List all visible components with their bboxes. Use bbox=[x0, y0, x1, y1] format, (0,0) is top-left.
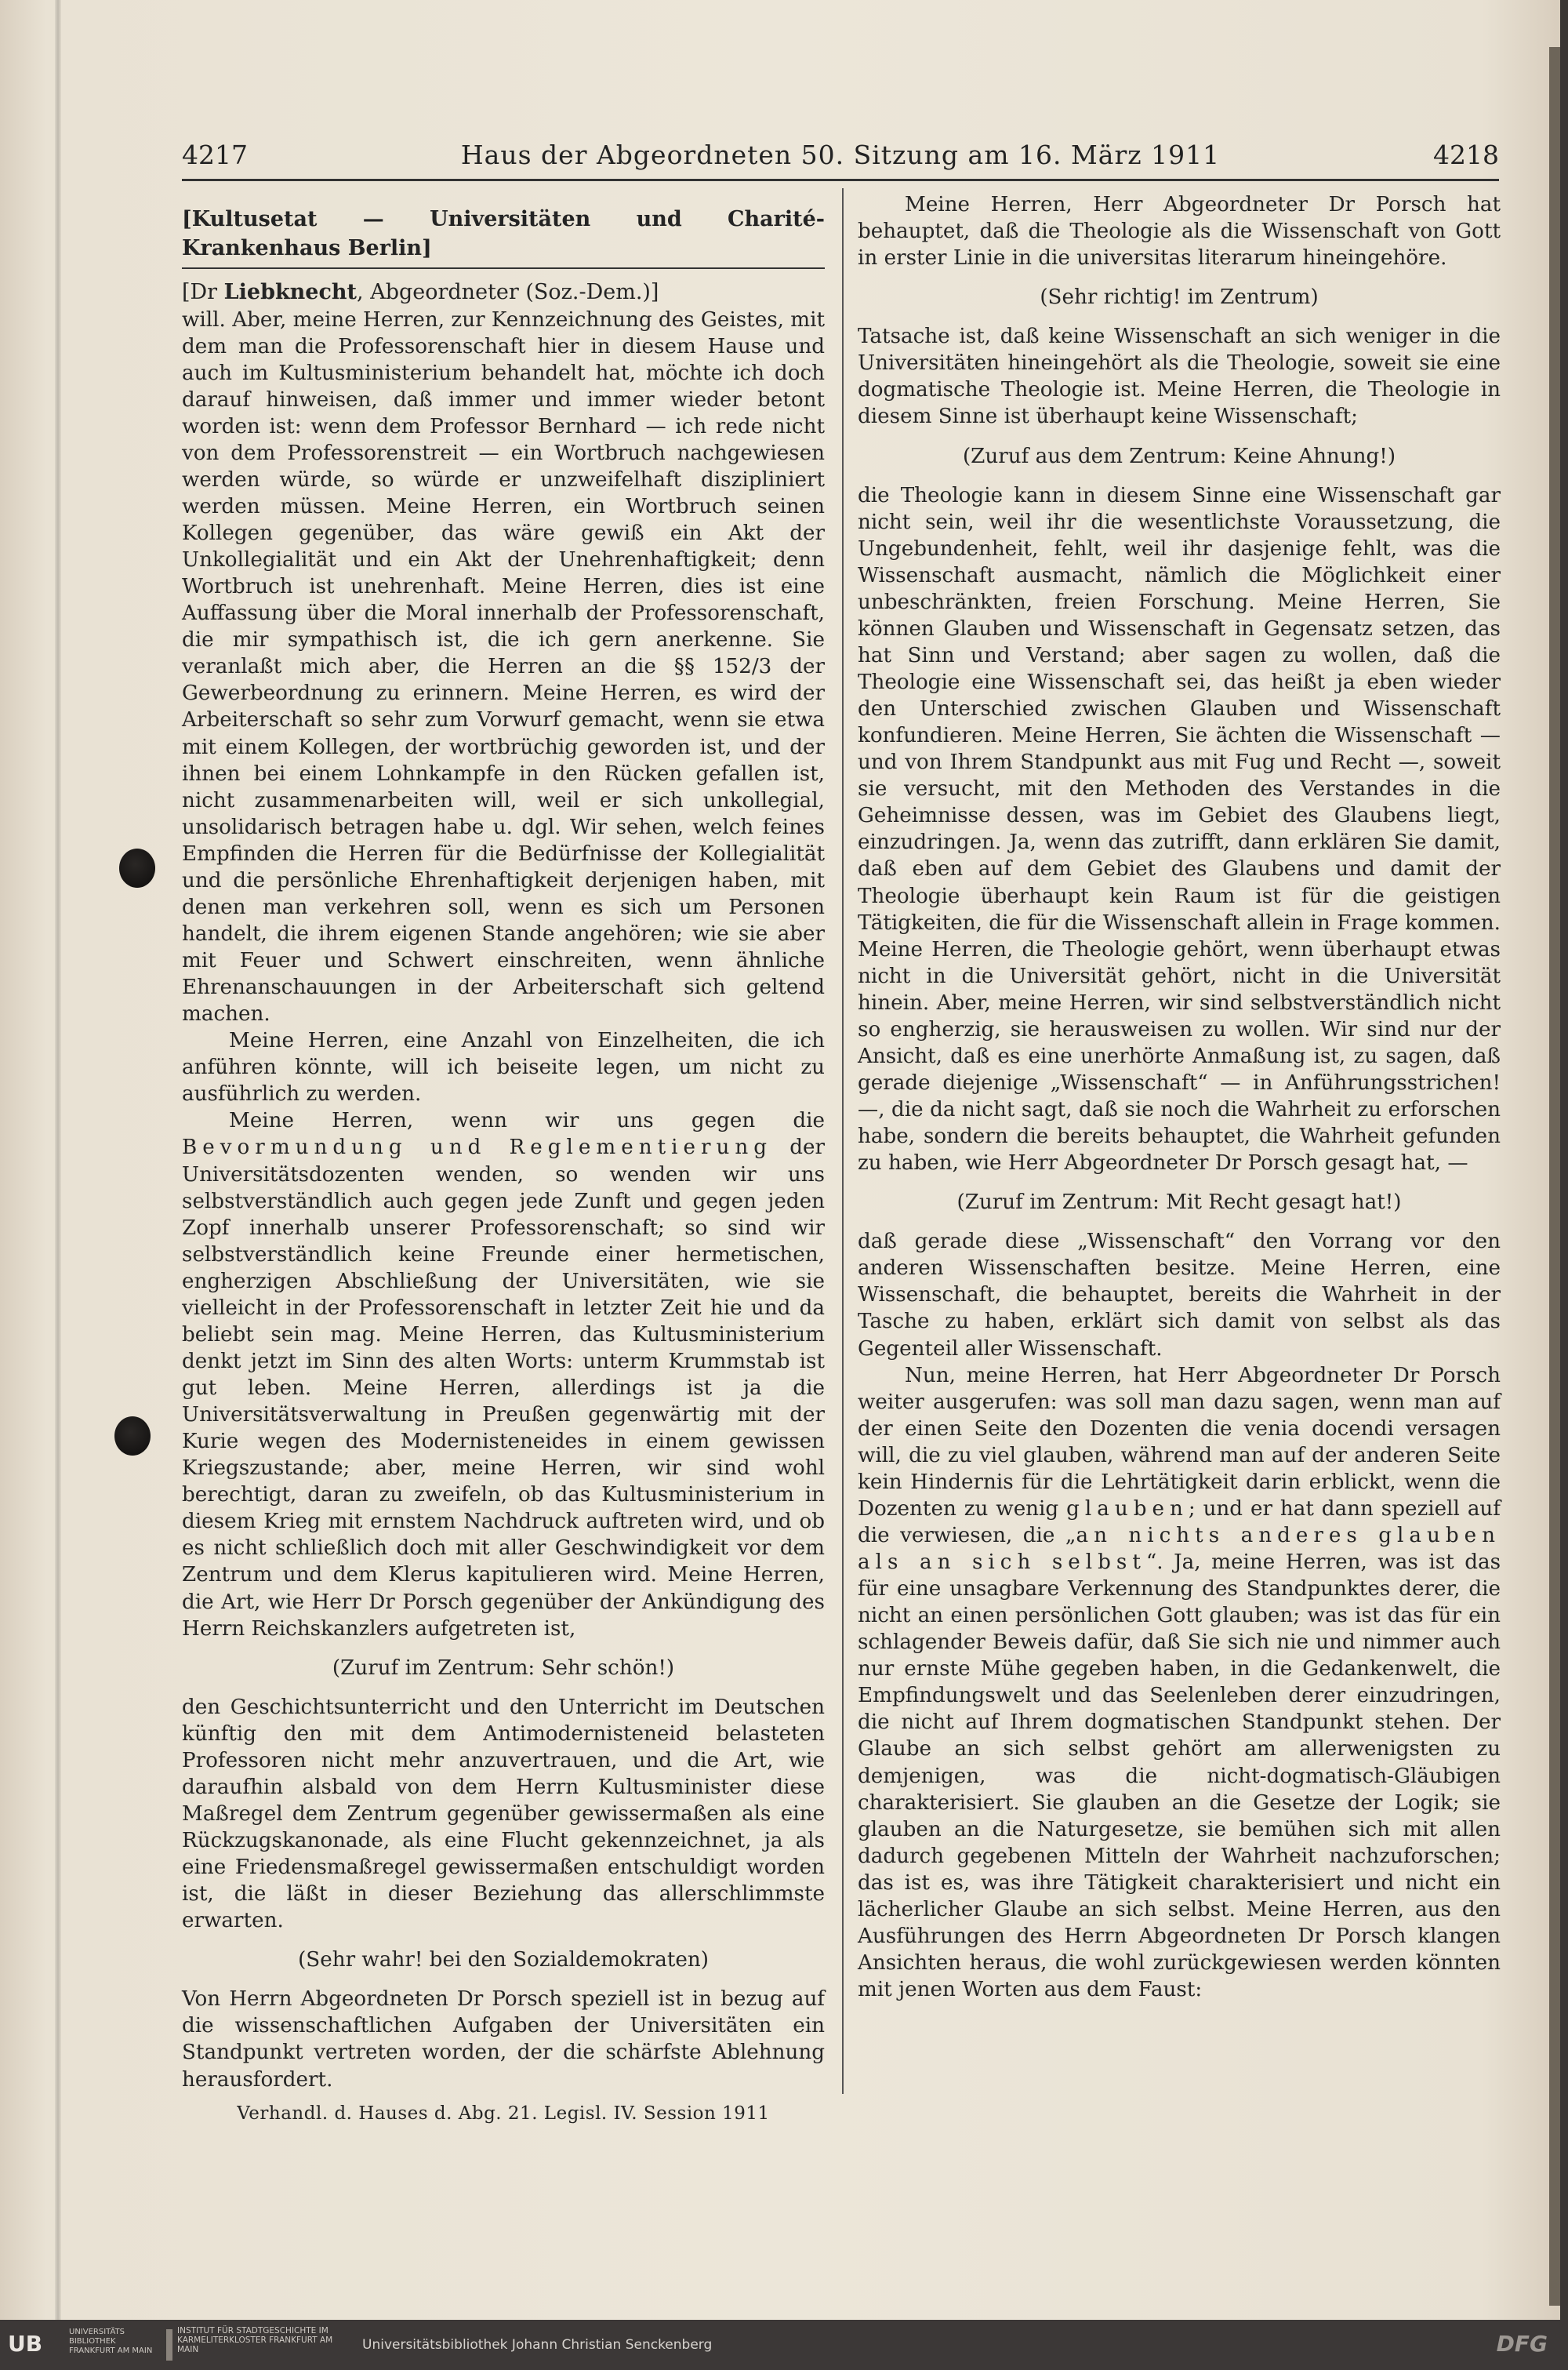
paragraph: Von Herrn Abgeordneten Dr Porsch speziell ist in bezug auf die wissenschaftlichen Aufgaben der Universitäten ein Standpunkt vertreten worden, der die schärfste Ablehnung herausfordert. bbox=[182, 1987, 825, 2092]
paragraph: daß gerade diese „Wissenschaft“ den Vorrang vor den anderen Wissenschaften besitze. Meine Herren, eine Wissenschaft, die behauptet, bereits die Wahrheit in der Tasche zu haben, erklärt sich damit von selbst als das Gegenteil aller Wissenschaft. bbox=[858, 1230, 1501, 1361]
institute-logo-text: INSTITUT FÜR STADTGESCHICHTE IM KARMELITERKLOSTER FRANKFURT AM MAIN bbox=[177, 2326, 333, 2354]
spaced-emphasis: an nichts anderes glauben als an sich selbst bbox=[858, 1523, 1501, 1574]
left-column bbox=[182, 205, 825, 2125]
header-rule bbox=[182, 179, 1499, 181]
spaced-emphasis: glauben bbox=[1066, 1496, 1189, 1521]
page-number-right: 4218 bbox=[1433, 140, 1499, 170]
speaker-party: , Abgeordneter (Soz.-Dem.)] bbox=[357, 280, 659, 305]
punch-hole bbox=[119, 849, 155, 888]
section-rule bbox=[182, 267, 825, 269]
interjection: (Zuruf im Zentrum: Mit Recht gesagt hat!) bbox=[956, 1190, 1402, 1215]
speaker-line bbox=[182, 278, 825, 306]
paragraph: Meine Herren, Herr Abgeordneter Dr Porsch hat behauptet, daß die Theologie als die Wissenschaft von Gott in erster Linie in die universitas literarum hineingehöre. bbox=[858, 193, 1501, 271]
ub-logo: UB bbox=[8, 2331, 43, 2357]
viewer-footer-bar bbox=[0, 2320, 1568, 2370]
page-number-left: 4217 bbox=[182, 140, 248, 170]
library-credit: Universitätsbibliothek Johann Christian Senckenberg bbox=[362, 2337, 713, 2353]
paragraph: die Theologie kann in diesem Sinne eine Wissenschaft gar nicht sein, weil ihr die wesentlichste Voraussetzung, die Ungebundenheit, fehlt, weil ihr dasjenige fehlt, was die Wissenschaft ausmacht, nämlich die Möglichkeit einer unbeschränkten, freien Forschung. Meine Herren, Sie können Glauben und Wissenschaft in Gegensatz setzen, das hat Sinn und Verstand; aber sagen zu wollen, daß die Theologie eine Wissenschaft sei, das heißt ja eben wieder den Unterschied zwischen Glauben und Wissenschaft konfundieren. Meine Herren, Sie ächten die Wissenschaft — und von Ihrem Standpunkt aus mit Fug und Recht —, soweit sie versucht, mit den Methoden des Verstandes in die Geheimnisse dessen, was im Gebiet des Glaubens liegt, einzudringen. Ja, wenn das zutrifft, dann erklären Sie damit, daß eben auf dem Gebiet des Glaubens und damit der Theologie überhaupt kein Raum ist für die geistigen Tätigkeiten, die für die Wissenschaft allein in Frage kommen. Meine Herren, die Theologie gehört, wenn überhaupt etwas nicht in die Universität gehört, nicht in die Universität hinein. Aber, meine Herren, wir sind selbstverständlich nicht so engherzig, sie herausweisen zu wollen. Wir sind nur der Ansicht, daß es eine unerhörte Anmaßung ist, zu sagen, daß gerade diejenige „Wissenschaft“ — in Anführungsstrichen! —, die da nicht sagt, daß sie noch die Wahrheit zu erforschen habe, sondern die bereits behauptet, die Wahrheit gefunden zu haben, wie Herr Abgeordneter Dr Porsch gesagt hat, — bbox=[858, 483, 1501, 1176]
right-column bbox=[858, 191, 1501, 2003]
paragraph: Meine Herren, wenn wir uns gegen die Bevormundung und Reglementierung der Universitätsdozenten wenden, so wenden wir uns selbstverständlich auch gegen jede Zunft und gegen jeden Zopf innerhalb unserer Professorenschaft; so sind wir selbstverständlich keine Freunde einer hermetischen, engherzigen Abschließung der Universitäten, wie sie vielleicht in der Professorenschaft in letzter Zeit hie und da beliebt sein mag. Meine Herren, das Kultusministerium denkt jetzt im Sinn des alten Worts: unterm Krummstab ist gut leben. Meine Herren, allerdings ist ja die Universitätsverwaltung in Preußen gegenwärtig mit der Kurie wegen des Modernisteneides in einem gewissen Kriegszustande; aber, meine Herren, wir sind wohl berechtigt, daran zu zweifeln, ob das Kultusministerium in diesem Krieg mit ernstem Nachdruck auftreten wird, und ob es nicht schließlich doch mit aller Geschwindigkeit vor dem Zentrum und dem Klerus kapitulieren wird. Meine Herren, die Art, wie Herr Dr Porsch gegenüber der Ankündigung des Herrn Reichskanzlers aufgetreten ist, bbox=[182, 1109, 825, 1641]
dfg-logo: DFG bbox=[1496, 2331, 1548, 2357]
spaced-emphasis: Bevormundung und Reglementierung bbox=[182, 1136, 773, 1160]
interjection: (Sehr wahr! bei den Sozialdemokraten) bbox=[298, 1948, 709, 1972]
column-divider bbox=[842, 188, 844, 2094]
speaker-name: Liebknecht bbox=[223, 280, 358, 305]
ub-logo-text: UNIVERSITÄTS BIBLIOTHEK FRANKFURT AM MAIN bbox=[69, 2328, 153, 2355]
paragraph: Nun, meine Herren, hat Herr Abgeordneter Dr Porsch weiter ausgerufen: was soll man dazu sagen, wenn man auf der einen Seite den Dozenten die venia docendi versagen will, die zu viel glauben, während man auf der anderen Seite kein Hindernis für die Lehrtätigkeit darin erblickt, wenn die Dozenten zu wenig glauben; und er hat dann speziell auf die verwiesen, die „an nichts anderes glauben als an sich selbst“. Ja, meine Herren, was ist das für eine unsagbare Verkennung des Standpunktes derer, die nicht an einen persönlichen Gott glauben; was ist das für ein schlagender Beweis dafür, daß Sie sich nie und nimmer auch nur ernste Mühe gegeben haben, in die Gedankenwelt, die Empfindungswelt und das Seelenleben derer einzudringen, die nicht auf Ihrem dogmatischen Standpunkt stehen. Der Glaube an sich selbst gehört am allerwenigsten zu demjenigen, was die nicht-dogmatisch-Gläubigen charakterisiert. Sie glauben an die Gesetze der Logik; sie glauben an die Naturgesetze, sie bemühen sich mit allen dadurch gegebenen Mitteln der Wahrheit nachzuforschen; das ist es, was ihre Tätigkeit charakterisiert und nicht ein lächerlicher Glaube an sich selbst. Meine Herren, aus den Ausführungen des Herrn Abgeordneten Dr Porsch klangen Ansichten heraus, die wohl zurückgewiesen werden könnten mit jenen Worten aus dem Faust: bbox=[858, 1363, 1501, 2001]
paragraph: will. Aber, meine Herren, zur Kennzeichnung des Geistes, mit dem man die Professorenschaft hier in diesem Hause und auch im Kultusministerium behandelt hat, möchte ich doch darauf hinweisen, daß immer und immer wieder betont worden ist: wenn dem Professor Bernhard — ich rede nicht von dem Professorenstreit — ein Wortbruch nachgewiesen werden würde, so würde er unzweifelhaft diszipliniert werden müssen. Meine Herren, ein Wortbruch seinen Kollegen gegenüber, das wäre gewiß ein Akt der Unkollegialität und ein Akt der Unehrenhaftigkeit; denn Wortbruch ist unehrenhaft. Meine Herren, dies ist eine Auffassung über die Moral innerhalb der Professorenschaft, die mir sympathisch ist, die ich gern anerkenne. Sie veranlaßt mich aber, die Herren an die §§ 152/3 der Gewerbeordnung zu erinnern. Meine Herren, es wird der Arbeiterschaft so sehr zum Vorwurf gemacht, wenn sie etwa mit einem Kollegen, der wortbrüchig geworden ist, und der ihnen bei einem Lohnkampfe in den Rücken gefallen ist, nicht zusammenarbeiten will, weil er sich unkollegial, unsolidarisch betragen habe u. dgl. Wir sehen, welch feines Empfinden die Herren für die Bedürfnisse der Kollegialität und die persönliche Ehrenhaftigkeit derjenigen haben, mit denen man verkehren soll, wenn es sich um Personen handelt, die ihrem eigenen Stande angehören; wie sie aber mit Feuer und Schwert einschreiten, wenn ähnliche Ehrenanschauungen in der Arbeiterschaft sich geltend machen. bbox=[182, 307, 826, 1027]
punch-hole bbox=[114, 1416, 151, 1456]
page-fold-shadow bbox=[55, 0, 61, 2320]
speaker-prefix: [Dr bbox=[182, 280, 224, 305]
interjection: (Zuruf aus dem Zentrum: Keine Ahnung!) bbox=[962, 444, 1396, 468]
interjection: (Sehr richtig! im Zentrum) bbox=[1040, 285, 1319, 310]
interjection: (Zuruf im Zentrum: Sehr schön!) bbox=[332, 1656, 675, 1680]
institute-logo-icon bbox=[166, 2329, 172, 2361]
page-edge bbox=[1549, 47, 1560, 2306]
paragraph: Meine Herren, eine Anzahl von Einzelheiten, die ich anführen könnte, will ich beiseite legen, um nicht zu ausführlich zu werden. bbox=[182, 1029, 825, 1107]
running-header bbox=[182, 140, 1499, 179]
footer-citation: Verhandl. d. Hauses d. Abg. 21. Legisl. IV. Session 1911 bbox=[237, 2103, 770, 2124]
header-title: Haus der Abgeordneten 50. Sitzung am 16. März 1911 bbox=[460, 140, 1221, 170]
paragraph: Tatsache ist, daß keine Wissenschaft an sich weniger in die Universitäten hineingehört als die Theologie, soweit sie eine dogmatische Theologie ist. Meine Herren, die Theologie in diesem Sinne ist überhaupt keine Wissenschaft; bbox=[858, 325, 1501, 429]
section-heading: [Kultusetat — Universitäten und Charité-Krankenhaus Berlin] bbox=[182, 207, 825, 260]
paragraph: den Geschichtsunterricht und den Unterricht im Deutschen künftig den mit dem Antimodernisteneid belasteten Professoren nicht mehr anzuvertrauen, und die Art, wie daraufhin alsbald von dem Herrn Kultusminister diese Maßregel dem Zentrum gegenüber gewissermaßen als eine Rückzugskanonade, als eine Flucht gekennzeichnet, ja als eine Friedensmaßregel gewissermaßen entschuldigt worden ist, die läßt in dieser Beziehung das allerschlimmste erwarten. bbox=[182, 1695, 825, 1933]
